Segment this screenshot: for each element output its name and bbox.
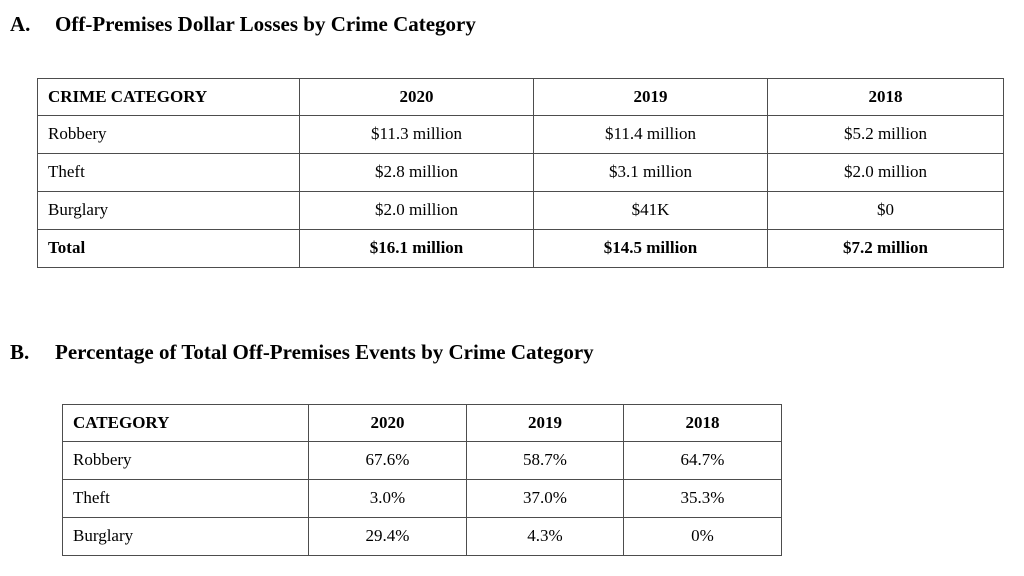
column-header-crime-category: CRIME CATEGORY — [38, 79, 300, 116]
cell-burglary-2020: 29.4% — [309, 518, 467, 556]
table-row-burglary — [63, 518, 782, 556]
table-row-robbery — [38, 116, 1004, 154]
column-header-2020: 2020 — [300, 79, 534, 116]
column-header-2018: 2018 — [624, 405, 782, 442]
column-header-2018: 2018 — [768, 79, 1004, 116]
cell-total-2019: $14.5 million — [534, 230, 768, 268]
table-row-total — [38, 230, 1004, 268]
section-b-label: B. — [10, 340, 30, 364]
cell-robbery-2018: 64.7% — [624, 442, 782, 480]
cell-robbery-2020: $11.3 million — [300, 116, 534, 154]
cell-burglary-2019: 4.3% — [467, 518, 624, 556]
row-label-robbery: Robbery — [63, 442, 309, 480]
section-a-label: A. — [10, 12, 31, 36]
cell-theft-2018: $2.0 million — [768, 154, 1004, 192]
column-header-category: CATEGORY — [63, 405, 309, 442]
cell-robbery-2019: 58.7% — [467, 442, 624, 480]
section-a-heading — [10, 13, 476, 36]
section-a-title: Off-Premises Dollar Losses by Crime Category — [55, 12, 476, 36]
table-header-row — [38, 79, 1004, 116]
cell-theft-2019: $3.1 million — [534, 154, 768, 192]
row-label-theft: Theft — [63, 480, 309, 518]
table-row-theft — [63, 480, 782, 518]
table-row-robbery — [63, 442, 782, 480]
section-b-heading — [10, 341, 594, 364]
column-header-2019: 2019 — [534, 79, 768, 116]
table-header-row — [63, 405, 782, 442]
cell-theft-2020: $2.8 million — [300, 154, 534, 192]
event-percentage-table — [62, 404, 782, 556]
cell-burglary-2018: 0% — [624, 518, 782, 556]
cell-burglary-2020: $2.0 million — [300, 192, 534, 230]
dollar-losses-table — [37, 78, 1004, 268]
cell-robbery-2019: $11.4 million — [534, 116, 768, 154]
cell-theft-2018: 35.3% — [624, 480, 782, 518]
cell-burglary-2018: $0 — [768, 192, 1004, 230]
row-label-total: Total — [38, 230, 300, 268]
column-header-2019: 2019 — [467, 405, 624, 442]
row-label-burglary: Burglary — [63, 518, 309, 556]
cell-total-2020: $16.1 million — [300, 230, 534, 268]
cell-burglary-2019: $41K — [534, 192, 768, 230]
table-row-theft — [38, 154, 1004, 192]
row-label-robbery: Robbery — [38, 116, 300, 154]
section-b-title: Percentage of Total Off-Premises Events by Crime Category — [55, 340, 594, 364]
column-header-2020: 2020 — [309, 405, 467, 442]
cell-total-2018: $7.2 million — [768, 230, 1004, 268]
row-label-burglary: Burglary — [38, 192, 300, 230]
row-label-theft: Theft — [38, 154, 300, 192]
cell-robbery-2020: 67.6% — [309, 442, 467, 480]
cell-theft-2019: 37.0% — [467, 480, 624, 518]
table-row-burglary — [38, 192, 1004, 230]
cell-robbery-2018: $5.2 million — [768, 116, 1004, 154]
cell-theft-2020: 3.0% — [309, 480, 467, 518]
